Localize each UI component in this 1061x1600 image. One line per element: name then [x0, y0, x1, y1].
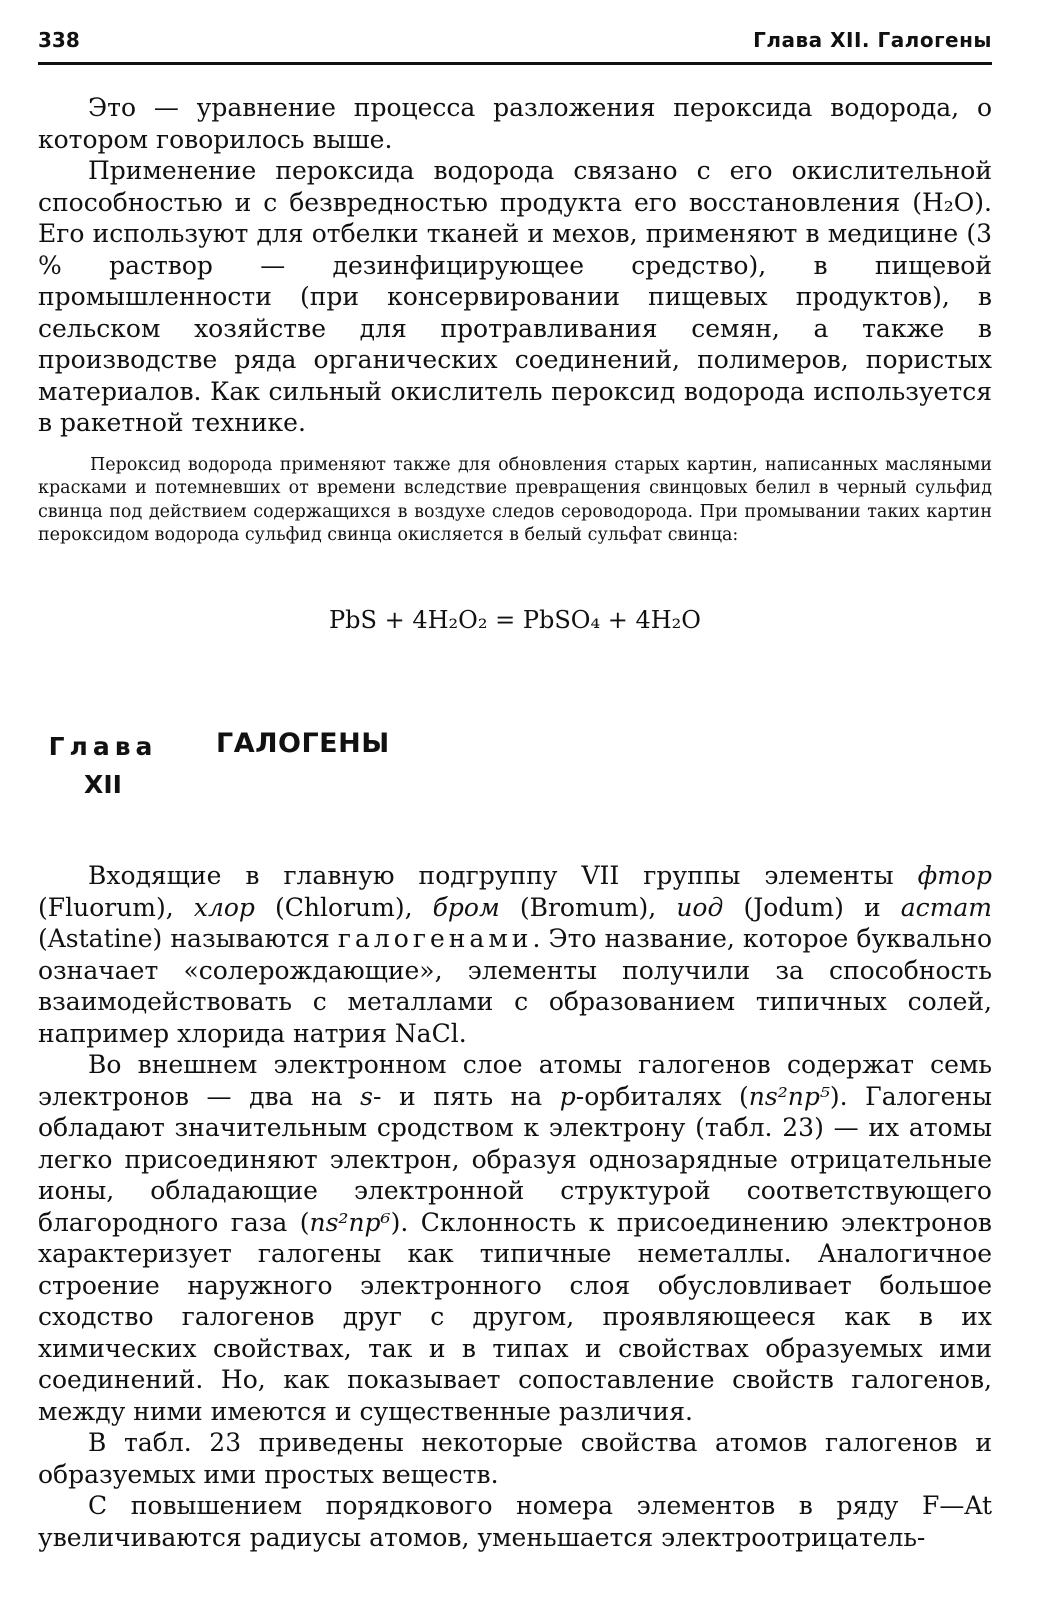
- electron-config-halogen: ns²np⁵: [748, 1081, 830, 1111]
- chapter-intro: [38, 860, 992, 1553]
- orbital-p: p: [559, 1081, 576, 1111]
- term-fluor: фтор: [917, 861, 992, 890]
- term-astat: астат: [900, 892, 993, 922]
- top-text-block: [38, 92, 992, 439]
- text-run: (Chlorum),: [254, 892, 433, 922]
- text-run: ). Склонность к присоединению электронов характеризует галогены как типичные неметаллы. Аналогичное строение наружного электронного слоя обусловливает большое сходство галогенов друг с другом, проявляющееся как в их химических свойствах, так и в типах и свойствах образуемых ими соединений. Но, как показывает сопоставление свойств галогенов, между ними имеются и существенные различия.: [38, 1207, 992, 1426]
- orbital-s: s: [360, 1081, 373, 1111]
- chapter-label: [38, 728, 168, 804]
- term-iod: иод: [676, 892, 724, 922]
- text-run: (Jodum) и: [723, 892, 901, 922]
- text-run: ). Галогены обладают значительным сродством к электрону (табл. 23) — их атомы легко присоединяют электрон, образуя однозарядные отрицательные ионы, обладающие электронной структурой соответствующего благородного газа (: [38, 1081, 992, 1237]
- electron-config-noble-gas: ns²np⁶: [309, 1207, 391, 1237]
- paragraph-decomposition: Это — уравнение процесса разложения пероксида водорода, о котором говорилось выше.: [38, 93, 992, 154]
- chapter-label-word: Глава: [48, 732, 158, 761]
- text-run: . Это название, которое буквально означает «солерождающие», элементы получили за способность взаимодействовать с металлами с образованием типичных солей, например хлорида натрия NaCl.: [38, 924, 992, 1048]
- small-print-note: Пероксид водорода применяют также для обновления старых картин, написанных масляными красками и потемневших от времени вследствие превращения свинцовых белил в черный сульфид свинца под действием содержащихся в воздухе следов сероводорода. При промывании таких картин пероксидом водорода сульфид свинца окисляется в белый сульфат свинца:: [38, 455, 992, 545]
- chapter-title: ГАЛОГЕНЫ: [216, 728, 390, 759]
- header-rule: [38, 62, 992, 65]
- term-halogens: галогенами: [337, 924, 533, 953]
- text-run: Входящие в главную подгруппу VII группы элементы: [88, 861, 918, 890]
- running-chapter-title: Глава XII. Галогены: [753, 28, 992, 52]
- text-run: (Bromum),: [499, 892, 677, 922]
- paragraph-applications: Применение пероксида водорода связано с его окислительной способностью и с безвредностью продукта его восстановления (H₂O). Его используют для отбелки тканей и мехов, применяют в медицине (3 % раствор — дезинфицирующее средство), в пищевой промышленности (при консервировании пищевых продуктов), в сельском хозяйстве для протравливания семян, а также в производстве ряда органических соединений, полимеров, пористых материалов. Как сильный окислитель пероксид водорода используется в ракетной технике.: [38, 156, 992, 437]
- page-number: 338: [38, 28, 80, 52]
- running-head: [38, 28, 992, 58]
- paragraph-halogen-names: [38, 860, 992, 1049]
- term-brom: бром: [432, 892, 500, 922]
- text-run: - и пять на: [372, 1081, 560, 1111]
- text-run: (Astatine) называются: [38, 924, 338, 953]
- paragraph-trends: С повышением порядкового номера элементов в ряду F—At увеличиваются радиусы атомов, уменьшается электроотрицатель-: [38, 1491, 992, 1552]
- chapter-label-number: XII: [84, 770, 122, 799]
- text-run: (Fluorum),: [38, 892, 194, 922]
- paragraph-electron-structure: [38, 1049, 992, 1427]
- text-run: Во внешнем электронном слое атомы галогенов содержат семь электронов — два на: [38, 1050, 992, 1111]
- term-chlor: хлор: [193, 892, 255, 922]
- chemical-equation: PbS + 4H₂O₂ = PbSO₄ + 4H₂O: [329, 606, 701, 634]
- text-run: -орбиталях (: [575, 1081, 749, 1111]
- paragraph-table-reference: В табл. 23 приведены некоторые свойства атомов галогенов и образуемых ими простых веществ.: [38, 1428, 992, 1489]
